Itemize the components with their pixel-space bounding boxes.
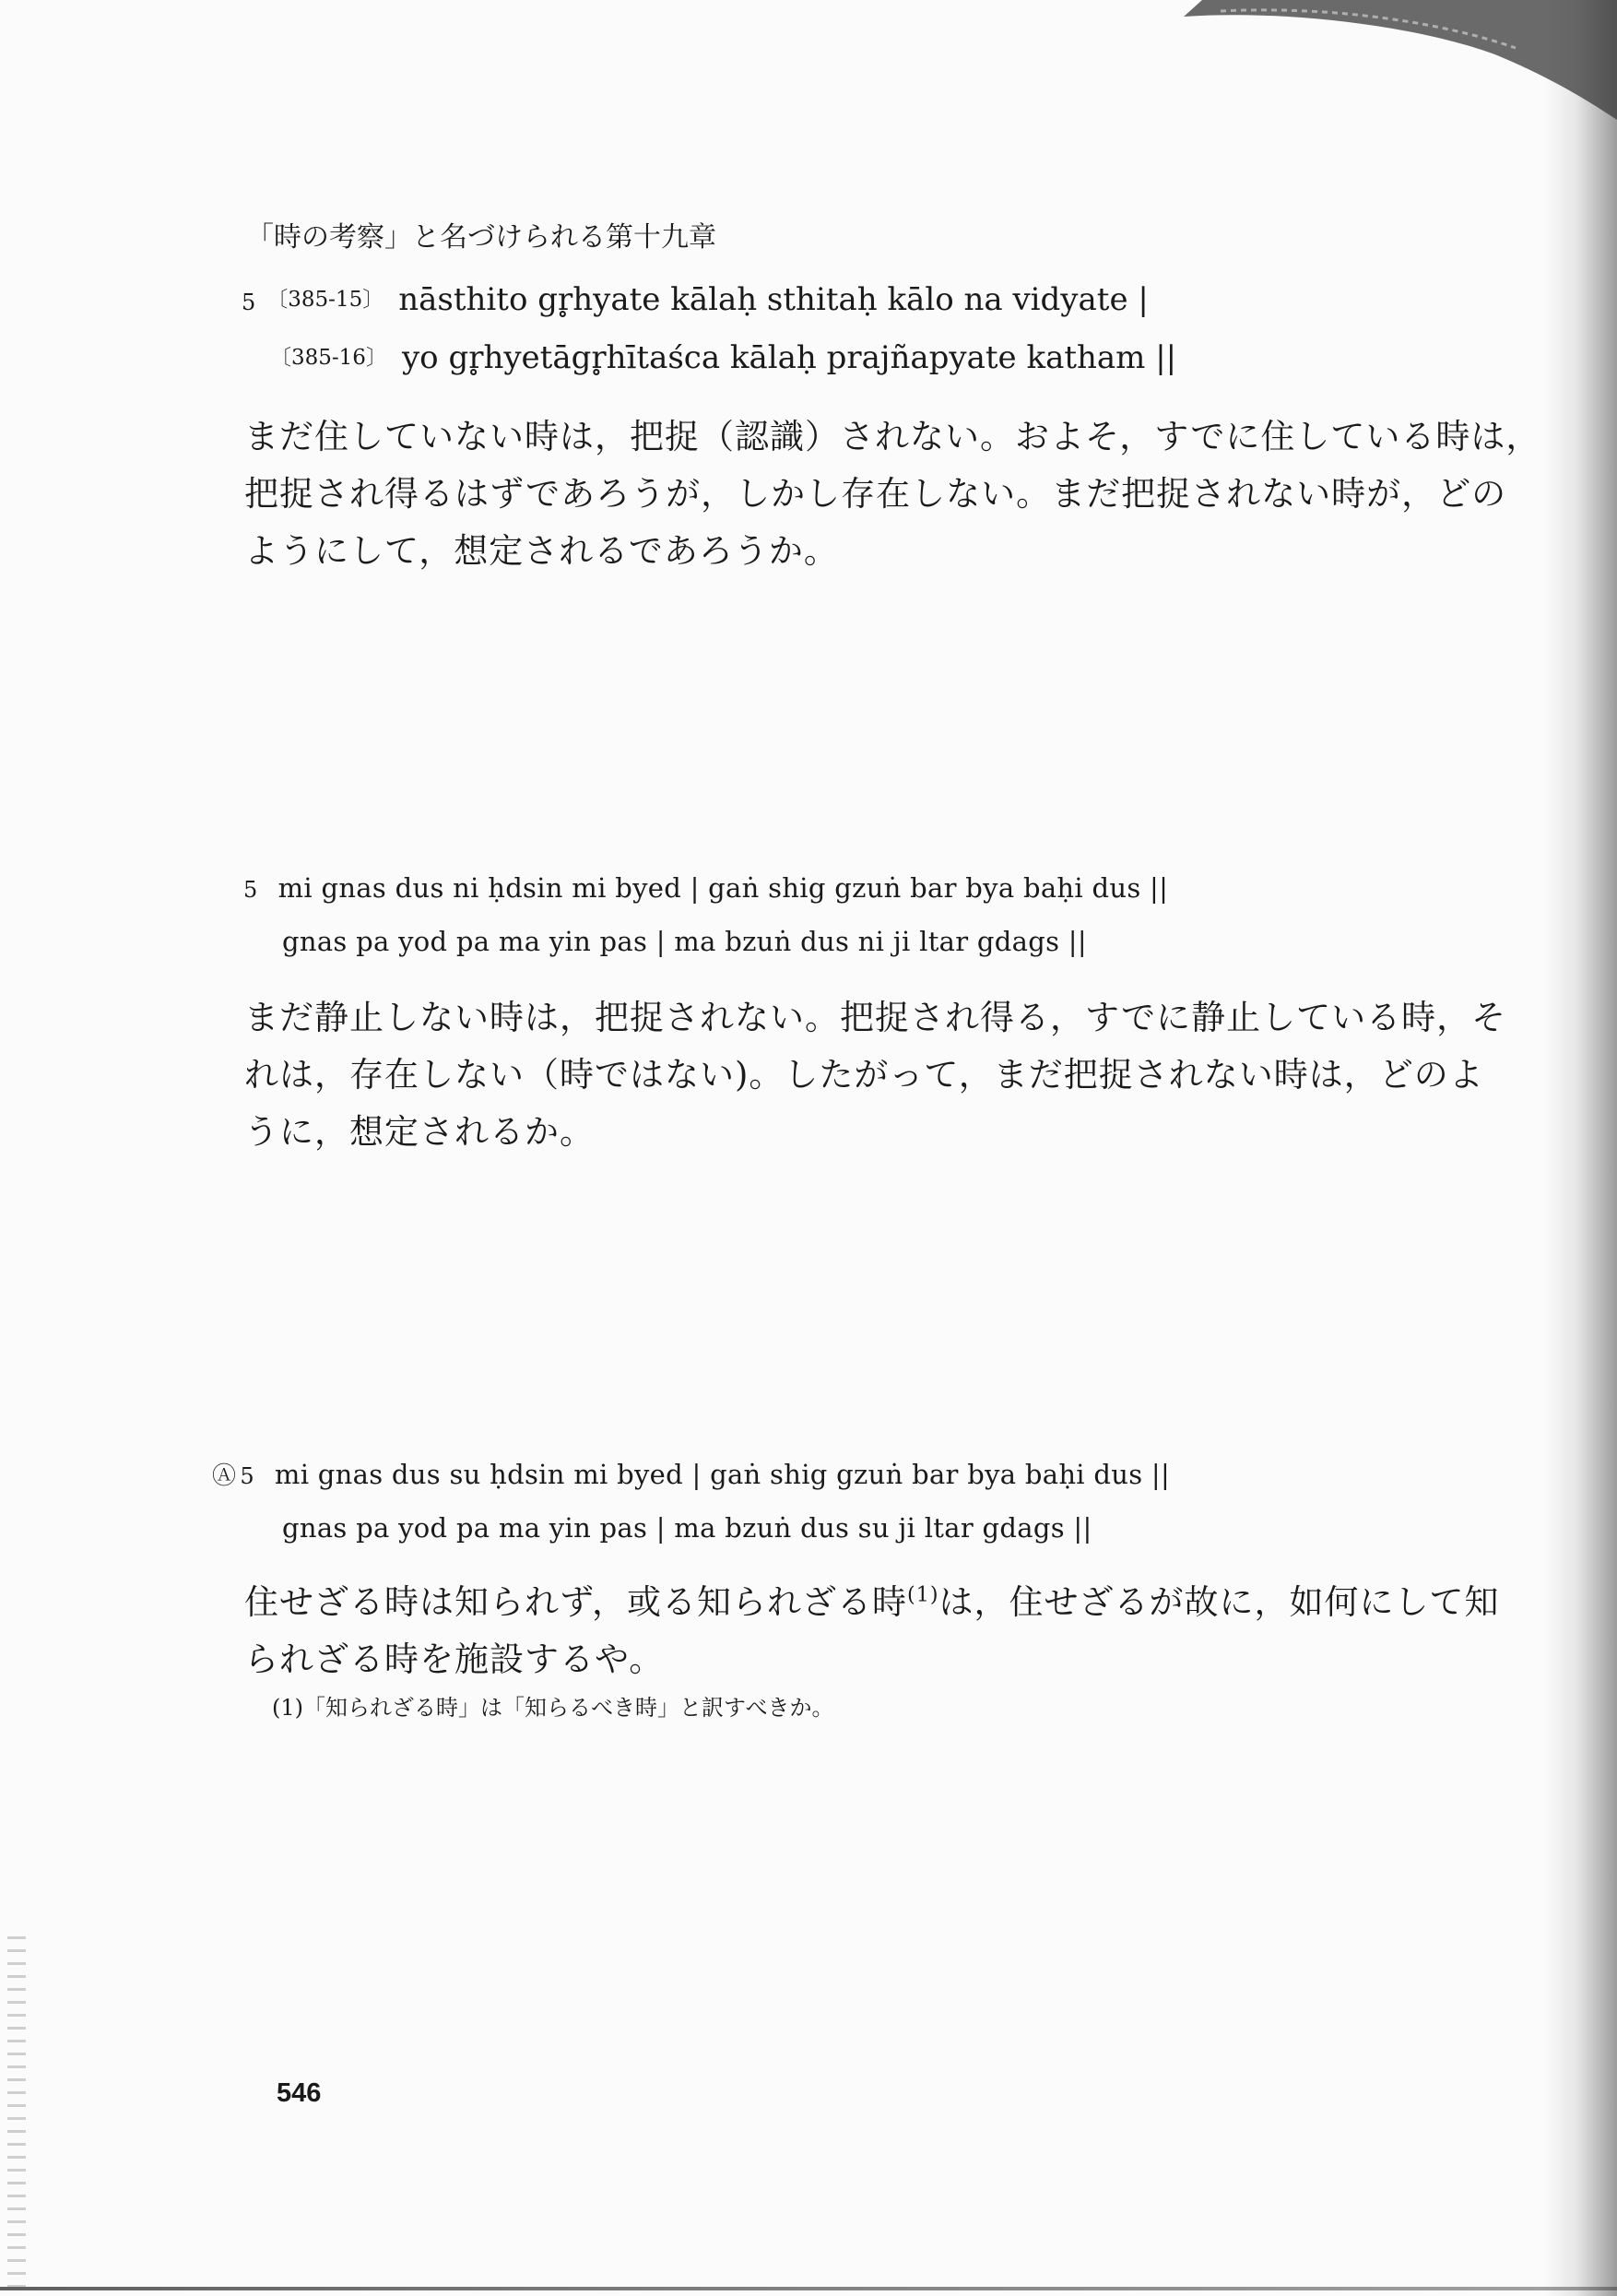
sanskrit-line-2 bbox=[270, 339, 1176, 376]
alt-tibetan-line-2: gnas pa yod pa ma yin pas | ma bzuṅ dus su ji ltar gdags || bbox=[282, 1512, 1092, 1544]
sanskrit-line-1 bbox=[242, 281, 1149, 318]
tibetan-text: mi gnas dus ni ḥdsin mi byed | gaṅ shig gzuṅ bar bya baḥi dus || bbox=[277, 872, 1169, 904]
tibetan-translation-line-1: まだ静止しない時は，把捉されない。把捉され得る，すでに静止している時，そ bbox=[244, 998, 1507, 1037]
sanskrit-translation-line-1: まだ住していない時は，把捉（認識）されない。およそ，すでに住している時は， bbox=[244, 417, 1541, 456]
page-number: 546 bbox=[277, 2078, 322, 2108]
running-title: 「時の考察」と名づけられる第十九章 bbox=[246, 221, 716, 254]
tibetan-line-1 bbox=[243, 872, 1168, 904]
circled-a-mark: Ⓐ bbox=[212, 1462, 237, 1490]
tibetan-line-2: gnas pa yod pa ma yin pas | ma bzuṅ dus ni ji ltar gdags || bbox=[282, 926, 1087, 957]
verse-number: 5 bbox=[240, 1463, 254, 1489]
verse-reference: 〔385-15〕 bbox=[266, 288, 384, 312]
sanskrit-text: yo gr̥hyetāgr̥hītaśca kālaḥ prajñapyate katham || bbox=[401, 339, 1177, 376]
scan-edge-dots bbox=[7, 1936, 26, 2287]
verse-number: 5 bbox=[242, 290, 256, 315]
verse-number: 5 bbox=[243, 877, 258, 903]
footnote: (1)「知られざる時」は「知らるべき時」と訳すべきか。 bbox=[272, 1695, 834, 1721]
page-curl-shadow bbox=[1184, 0, 1617, 120]
verse-reference: 〔385-16〕 bbox=[270, 346, 387, 370]
sanskrit-translation-line-2: 把捉され得るはずであろうが，しかし存在しない。まだ把捉されない時が，どの bbox=[244, 474, 1507, 514]
alt-translation-text: 住せざる時は知られず，或る知られざる時 bbox=[244, 1582, 908, 1622]
alt-translation-line-1 bbox=[244, 1574, 1499, 1624]
sanskrit-text: nāsthito gr̥hyate kālaḥ sthitaḥ kālo na vidyate | bbox=[398, 281, 1149, 318]
alt-translation-text: は，住せざるが故に，如何にして知 bbox=[938, 1582, 1500, 1622]
tibetan-translation-line-3: うに，想定されるか。 bbox=[244, 1112, 595, 1152]
footnote-ref: (1) bbox=[907, 1582, 939, 1607]
sanskrit-translation-line-3: ようにして，想定されるであろうか。 bbox=[244, 531, 839, 571]
alt-translation-line-2: られざる時を施設するや。 bbox=[244, 1639, 665, 1679]
tibetan-text: mi gnas dus su ḥdsin mi byed | gaṅ shig gzuṅ bar bya baḥi dus || bbox=[274, 1459, 1171, 1490]
alt-tibetan-line-1 bbox=[212, 1457, 1170, 1491]
scan-edge-shadow bbox=[1543, 0, 1617, 2296]
tibetan-translation-line-2: れは，存在しない（時ではない)。したがって，まだ把捉されない時は，どのよ bbox=[244, 1055, 1484, 1095]
scan-bottom-edge bbox=[0, 2287, 1617, 2290]
